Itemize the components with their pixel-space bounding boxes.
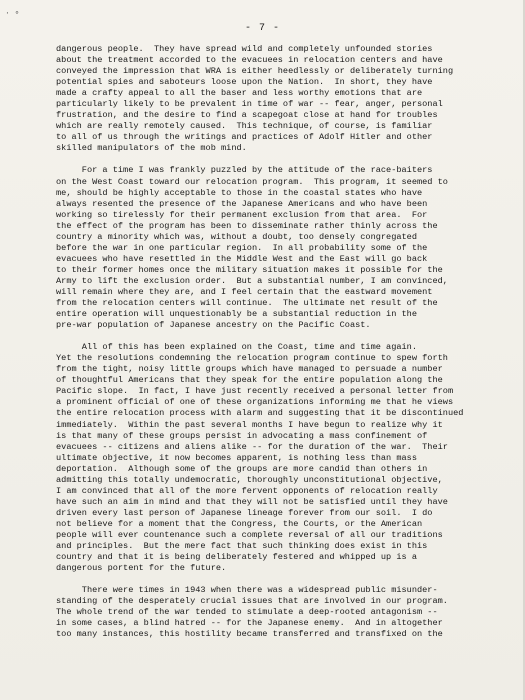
text-line: ultimate objective, it now becomes apparent, is nothing less than mass (56, 452, 417, 463)
text-line: Army to lift the exclusion order. But a substantial number, I am convinced, (56, 275, 448, 286)
text-line: people will ever countenance such a complete reversal of all our traditions (56, 529, 443, 540)
text-line: the entire relocation process with alarm and suggesting that it be discontinued (56, 408, 464, 419)
text-line: to their former homes once the military situation makes it possible for the (56, 264, 443, 275)
text-line: which are really remotely caused. This technique, of course, is familiar (56, 121, 433, 132)
text-line: dangerous portent for the future. (56, 563, 227, 574)
text-line: standing of the desperately crucial issues that are involved in our program. (56, 596, 448, 607)
text-line: potential spies and saboteurs loose upon the Nation. In short, they have (56, 77, 433, 88)
text-line: the effect of the program has been to disseminate rather thinly across the (56, 220, 438, 231)
text-line: For a time I was frankly puzzled by the attitude of the race-baiters (56, 165, 433, 176)
text-line: skilled manipulators of the mob mind. (56, 143, 247, 154)
text-line: Yet the resolutions condemning the relocation program continue to spew forth (56, 353, 448, 364)
text-line: and principles. But the mere fact that such thinking does exist in this (56, 541, 428, 552)
text-line: particularly likely to be prevalent in time of war -- fear, anger, personal (56, 99, 443, 110)
text-line: too many instances, this hostility became transferred and transfixed on the (56, 629, 443, 640)
text-line: dangerous people. They have spread wild and completely unfounded stories (56, 44, 433, 54)
text-line: to all of us through the writings and practices of Adolf Hitler and other (56, 132, 433, 143)
paragraph-1 (56, 44, 476, 154)
text-line: immediately. Within the past several months I have begun to realize why it (56, 419, 443, 430)
text-line: in some cases, a blind hatred -- for the Japanese enemy. And in altogether (56, 618, 443, 629)
text-line: is that many of these groups persist in advocating a mass confinement of (56, 430, 428, 441)
text-line: deportation. Although some of the groups are more candid than others in (56, 463, 428, 474)
text-line: evacuees -- citizens and aliens alike -- for the duration of the war. Their (56, 441, 448, 452)
page-number: - 7 - (244, 23, 280, 34)
text-line: There were times in 1943 when there was a widespread public misunder- (56, 585, 438, 596)
text-line: entire operation will unquestionably be a substantial reduction in the (56, 309, 417, 320)
text-line: country a minority which was, without a doubt, too densely congregated (56, 231, 417, 242)
text-line: frustration, and the desire to find a scapegoat close at hand for troubles (56, 110, 438, 121)
text-line: of thoughtful Americans that they speak for the entire population along the (56, 375, 443, 386)
text-line: The whole trend of the war tended to stimulate a deep-rooted antagonism -- (56, 607, 438, 618)
paragraph-2 (56, 165, 476, 331)
text-line: country and that it is being deliberately festered and whipped up is a (56, 552, 417, 563)
text-line: on the West Coast toward our relocation program. This program, it seemed to (56, 176, 448, 187)
text-line: a prominent official of one of these organizations informing me that he views (56, 397, 454, 408)
paragraph-4 (56, 585, 476, 640)
scan-corner-mark: ∙ ∘ (5, 9, 20, 18)
text-line: before the war in one particular region. In all probability some of the (56, 242, 428, 253)
text-line: conveyed the impression that WRA is either heedlessly or deliberately turning (56, 66, 454, 77)
text-line: working so tirelessly for their permanent exclusion from that area. For (56, 209, 428, 220)
text-line: not believe for a moment that the Congress, the Courts, or the American (56, 518, 423, 529)
text-line: from the relocation centers will continue. The ultimate net result of the (56, 298, 438, 309)
text-line: evacuees who have resettled in the Middle West and the East will go back (56, 253, 428, 264)
text-line: Pacific slope. In fact, I have just recently received a personal letter from (56, 386, 454, 397)
text-line: about the treatment accorded to the evacuees in relocation centers and have (56, 55, 443, 66)
text-line: made a crafty appeal to all the baser and less worthy emotions that are (56, 88, 423, 99)
text-line: I am convinced that all of the more fervent opponents of relocation really (56, 485, 438, 496)
text-line: pre-war population of Japanese ancestry on the Pacific Coast. (56, 320, 371, 331)
document-body (56, 44, 476, 651)
text-line: admitting this totally undemocratic, thoroughly unconstitutional objective, (56, 474, 443, 485)
text-line: will remain where they are, and I feel certain that the eastward movement (56, 286, 433, 297)
text-line: me, should be highly acceptable to those in the coastal states who have (56, 187, 423, 198)
text-line: driven every last person of Japanese lineage forever from our soil. I do (56, 507, 433, 518)
text-line: have such an aim in mind and that they will not be satisfied until they have (56, 496, 448, 507)
paragraph-3 (56, 342, 476, 574)
text-line: from the tight, noisy little groups which have managed to persuade a number (56, 364, 443, 375)
text-line: All of this has been explained on the Coast, time and time again. (56, 342, 417, 353)
text-line: always resented the presence of the Japanese Americans and who have been (56, 198, 428, 209)
